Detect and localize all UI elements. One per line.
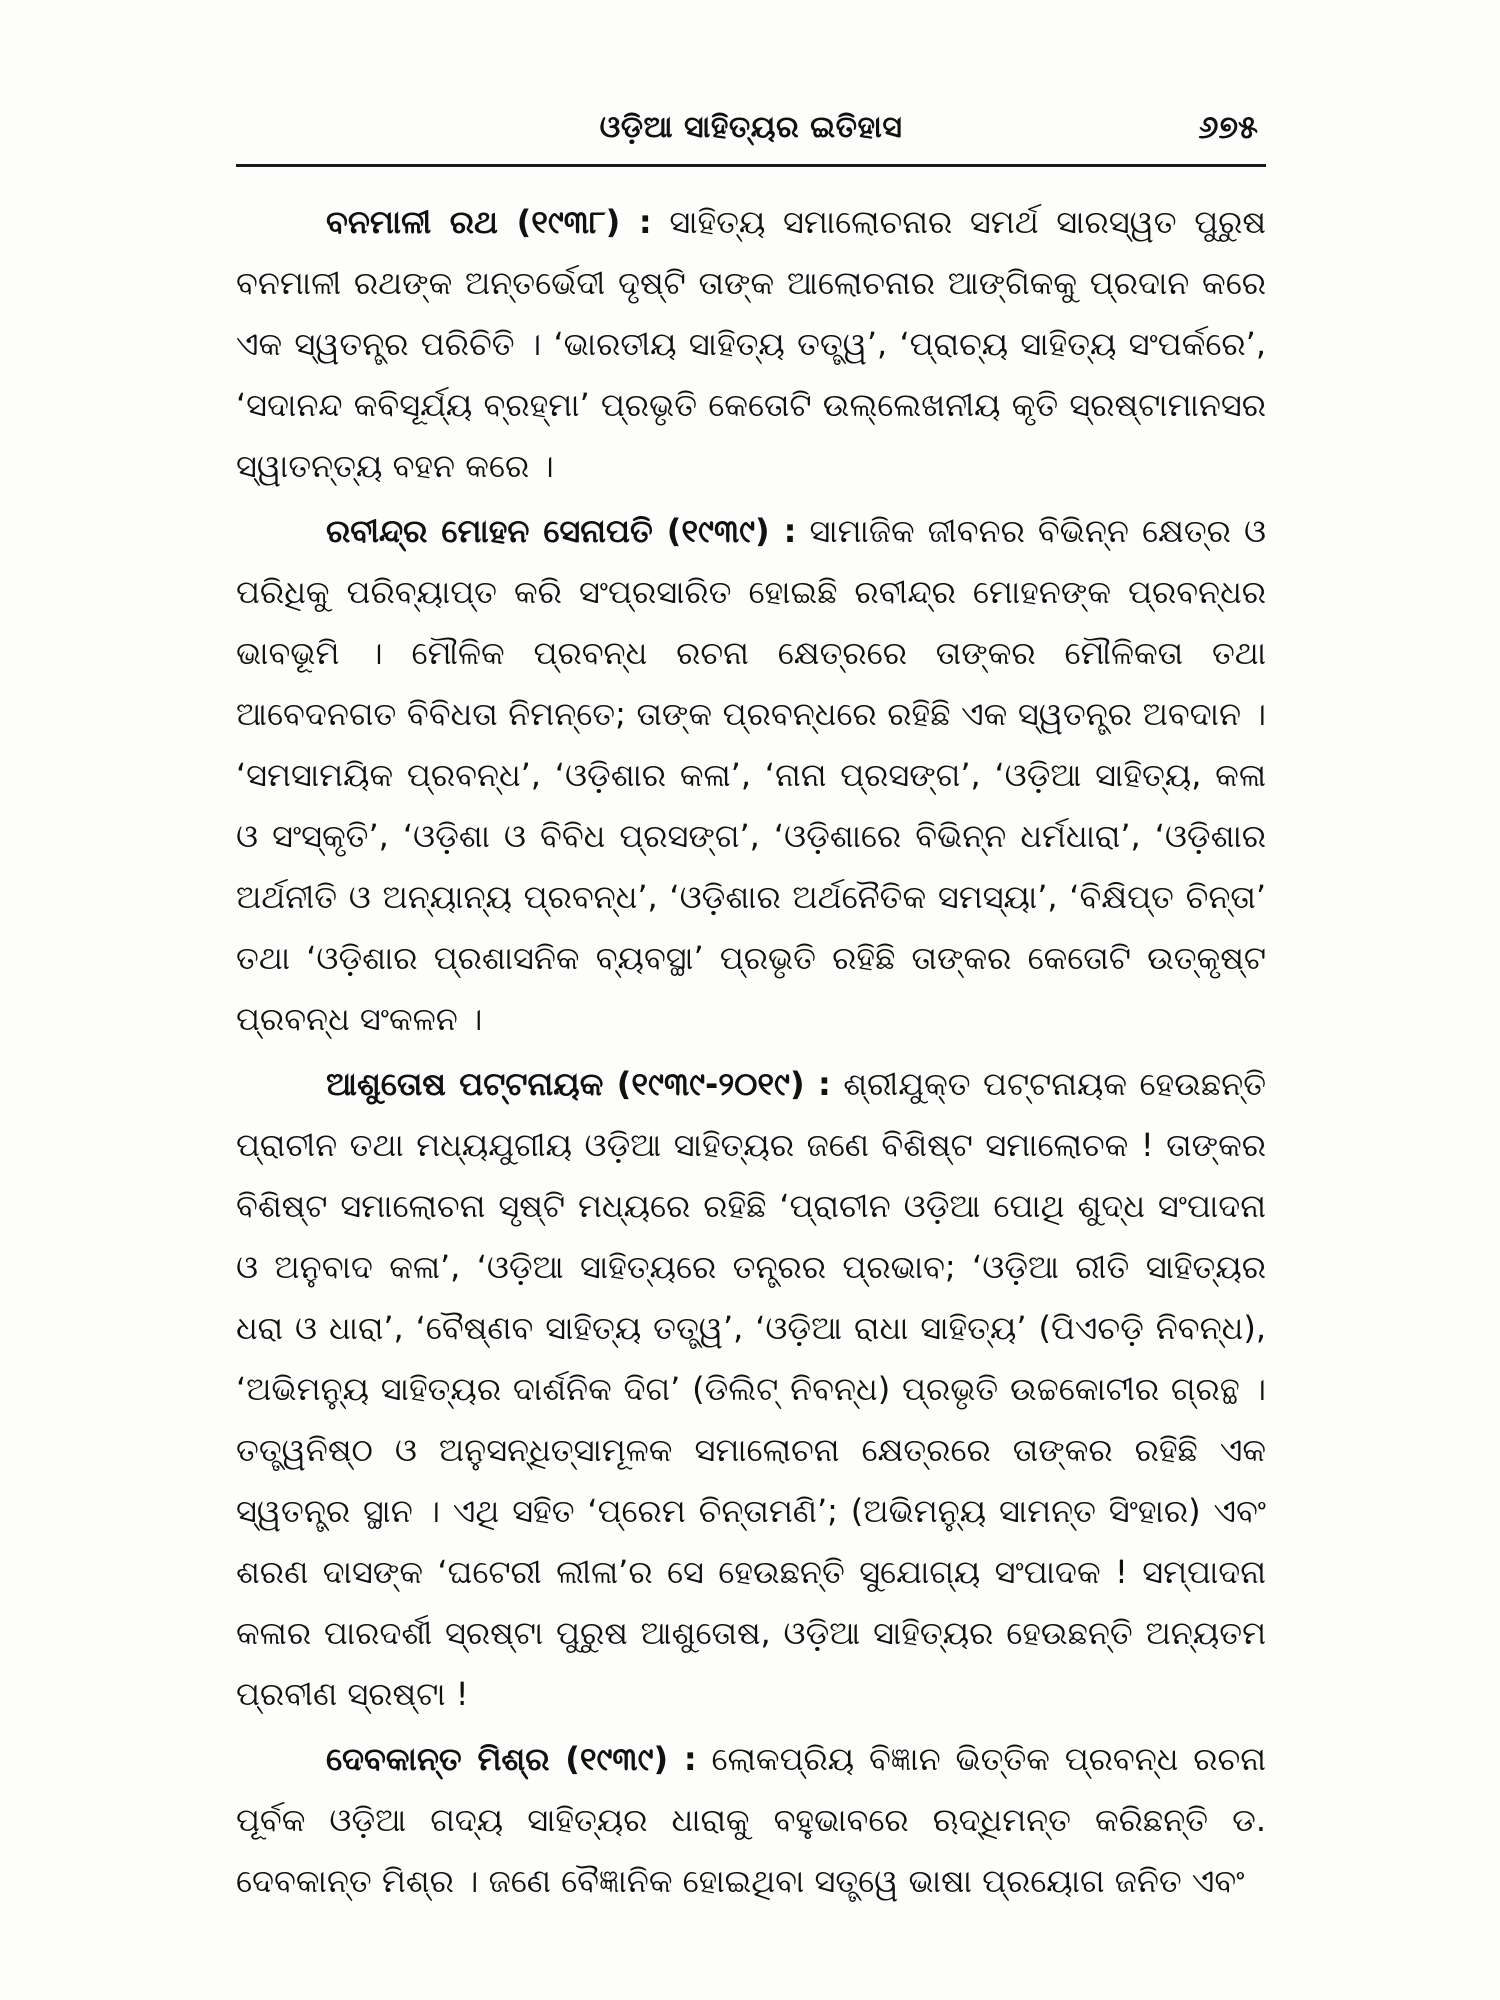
entry-banamali-ratha: [236, 192, 1266, 497]
entry-text: ଲୋକପ୍ରିୟ ବିଜ୍ଞାନ ଭିତ୍ତିକ ପ୍ରବନ୍ଧ ରଚନା ପୂର୍ବକ ଓଡ଼ିଆ ଗଦ୍ୟ ସାହିତ୍ୟର ଧାରାକୁ ବହୁଭାବରେ ଋଦ୍ଧିମନ୍ତ କରିଛନ୍ତି ଡ. ଦେବକାନ୍ତ ମିଶ୍ର । ଜଣେ ବୈଜ୍ଞାନିକ ହୋଇଥିବା ସତ୍ତ୍ୱେ ଭାଷା ପ୍ରୟୋଗ ଜନିତ ଏବଂ: [236, 1740, 1266, 1900]
page-header: [236, 104, 1266, 164]
header-rule: [236, 164, 1266, 167]
page-body: [236, 192, 1266, 1916]
entry-heading: ଦେବକାନ୍ତ ମିଶ୍ର (୧୯୩୯) :: [326, 1740, 697, 1778]
entry-text: ଶ୍ରୀଯୁକ୍ତ ପଟ୍ଟନାୟକ ହେଉଛନ୍ତି ପ୍ରାଚୀନ ତଥା ମଧ୍ୟଯୁଗୀୟ ଓଡ଼ିଆ ସାହିତ୍ୟର ଜଣେ ବିଶିଷ୍ଟ ସମାଲୋଚକ ! ତାଙ୍କର ବିଶିଷ୍ଟ ସମାଲୋଚନା ସୃଷ୍ଟି ମଧ୍ୟରେ ରହିଛି ‘ପ୍ରାଚୀନ ଓଡ଼ିଆ ପୋଥି ଶୁଦ୍ଧ ସଂପାଦନା ଓ ଅନୁବାଦ କଳା’, ‘ଓଡ଼ିଆ ସାହିତ୍ୟରେ ତନ୍ତ୍ରର ପ୍ରଭାବ; ‘ଓଡ଼ିଆ ରୀତି ସାହିତ୍ୟର ଧରା ଓ ଧାରା’, ‘ବୈଷ୍ଣବ ସାହିତ୍ୟ ତତ୍ତ୍ୱ’, ‘ଓଡ଼ିଆ ରାଧା ସାହିତ୍ୟ’ (ପିଏଚଡ଼ି ନିବନ୍ଧ), ‘ଅଭିମନ୍ୟୁ ସାହିତ୍ୟର ଦାର୍ଶନିକ ଦିଗ’ (ଡିଲିଟ୍ ନିବନ୍ଧ) ପ୍ରଭୃତି ଉଚ୍ଚକୋଟୀର ଗ୍ରନ୍ଥ । ତତ୍ତ୍ୱନିଷ୍ଠ ଓ ଅନୁସନ୍ଧିତ୍ସାମୂଳକ ସମାଲୋଚନା କ୍ଷେତ୍ରରେ ତାଙ୍କର ରହିଛି ଏକ ସ୍ୱତନ୍ତ୍ର ସ୍ଥାନ । ଏଥି ସହିତ ‘ପ୍ରେମ ଚିନ୍ତାମଣି’; (ଅଭିମନ୍ୟୁ ସାମନ୍ତ ସିଂହାର) ଏବଂ ଶରଣ ଦାସଙ୍କ ‘ଘଟେରୀ ଲୀଳା’ର ସେ ହେଉଛନ୍ତି ସୁଯୋଗ୍ୟ ସଂପାଦକ ! ସମ୍ପାଦନା କଳାର ପାରଦର୍ଶୀ ସ୍ରଷ୍ଟା ପୁରୁଷ ଆଶୁତୋଷ, ଓଡ଼ିଆ ସାହିତ୍ୟର ହେଉଛନ୍ତି ଅନ୍ୟତମ ପ୍ରବୀଣ ସ୍ରଷ୍ଟା !: [236, 1065, 1267, 1713]
entry-debakanta-mishra: [236, 1729, 1266, 1912]
page-number: ୬୭୫: [1198, 108, 1258, 146]
entry-text: ସାହିତ୍ୟ ସମାଲୋଚନାର ସମର୍ଥ ସାରସ୍ୱତ ପୁରୁଷ ବନମାଳୀ ରଥଙ୍କ ଅନ୍ତର୍ଭେଦୀ ଦୃଷ୍ଟି ତାଙ୍କ ଆଲୋଚନାର ଆଙ୍ଗିକକୁ ପ୍ରଦାନ କରେ ଏକ ସ୍ୱତନ୍ତ୍ର ପରିଚିତି । ‘ଭାରତୀୟ ସାହିତ୍ୟ ତତ୍ତ୍ୱ’, ‘ପ୍ରାଚ୍ୟ ସାହିତ୍ୟ ସଂପର୍କରେ’, ‘ସଦାନନ୍ଦ କବିସୂର୍ଯ୍ୟ ବ୍ରହ୍ମା’ ପ୍ରଭୃତି କେତୋଟି ଉଲ୍ଲେଖନୀୟ କୃତି ସ୍ରଷ୍ଟାମାନସର ସ୍ୱାତନ୍ତ୍ୟ ବହନ କରେ ।: [236, 203, 1266, 485]
entry-heading: ବନମାଳୀ ରଥ (୧୯୩୮) :: [326, 203, 652, 241]
entry-ashutosh-pattnaik: [236, 1054, 1266, 1725]
entry-rabindra-mohan-senapati: [236, 501, 1266, 1050]
entry-heading: ଆଶୁତୋଷ ପଟ୍ଟନାୟକ (୧୯୩୯-୨୦୧୯) :: [326, 1065, 831, 1103]
entry-text: ସାମାଜିକ ଜୀବନର ବିଭିନ୍ନ କ୍ଷେତ୍ର ଓ ପରିଧିକୁ ପରିବ୍ୟାପ୍ତ କରି ସଂପ୍ରସାରିତ ହୋଇଛି ରବୀନ୍ଦ୍ର ମୋହନଙ୍କ ପ୍ରବନ୍ଧର ଭାବଭୂମି । ମୌଳିକ ପ୍ରବନ୍ଧ ରଚନା କ୍ଷେତ୍ରରେ ତାଙ୍କର ମୌଳିକତା ତଥା ଆବେଦନଗତ ବିବିଧତା ନିମନ୍ତେ; ତାଙ୍କ ପ୍ରବନ୍ଧରେ ରହିଛି ଏକ ସ୍ୱତନ୍ତ୍ର ଅବଦାନ । ‘ସମସାମୟିକ ପ୍ରବନ୍ଧ’, ‘ଓଡ଼ିଶାର କଳା’, ‘ନାନା ପ୍ରସଙ୍ଗ’, ‘ଓଡ଼ିଆ ସାହିତ୍ୟ, କଳା ଓ ସଂସ୍କୃତି’, ‘ଓଡ଼ିଶା ଓ ବିବିଧ ପ୍ରସଙ୍ଗ’, ‘ଓଡ଼ିଶାରେ ବିଭିନ୍ନ ଧର୍ମଧାରା’, ‘ଓଡ଼ିଶାର ଅର୍ଥନୀତି ଓ ଅନ୍ୟାନ୍ୟ ପ୍ରବନ୍ଧ’, ‘ଓଡ଼ିଶାର ଅର୍ଥନୈତିକ ସମସ୍ୟା’, ‘ବିକ୍ଷିପ୍ତ ଚିନ୍ତା’ ତଥା ‘ଓଡ଼ିଶାର ପ୍ରଶାସନିକ ବ୍ୟବସ୍ଥା’ ପ୍ରଭୃତି ରହିଛି ତାଙ୍କର କେତୋଟି ଉତ୍କୃଷ୍ଟ ପ୍ରବନ୍ଧ ସଂକଳନ ।: [236, 512, 1267, 1038]
entry-heading: ରବୀନ୍ଦ୍ର ମୋହନ ସେନାପତି (୧୯୩୯) :: [326, 512, 797, 550]
running-title: ଓଡ଼ିଆ ସାହିତ୍ୟର ଇତିହାସ: [599, 110, 903, 145]
